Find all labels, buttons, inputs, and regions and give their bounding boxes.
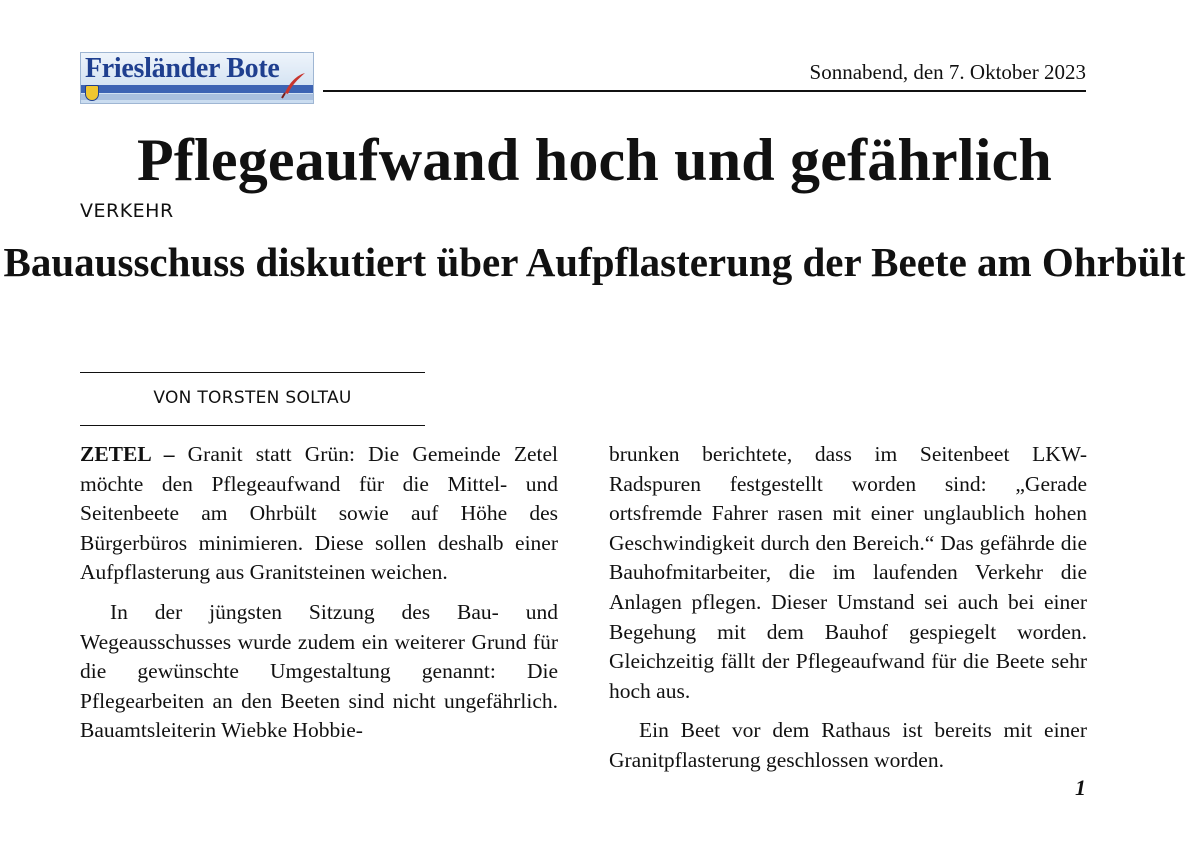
masthead (80, 52, 1086, 104)
dateline: ZETEL – (80, 442, 175, 466)
byline-rule-bottom (80, 425, 425, 426)
article-column-right (609, 440, 1087, 776)
article-subheadline (0, 236, 1189, 289)
subheadline-text: Bauausschuss diskutiert über Aufpflasterung der Beete am Ohrbült (3, 239, 1186, 285)
paragraph: Ein Beet vor dem Rathaus ist bereits mit einer Granitpflasterung geschlossen worden. (609, 718, 1087, 772)
issue-date: Sonnabend, den 7. Oktober 2023 (809, 60, 1086, 84)
byline-box (80, 372, 425, 426)
article-headline: Pflegeaufwand hoch und gefährlich (136, 127, 1052, 193)
paragraph: brunken berichtete, dass im Seitenbeet LKW-Radspuren festgestellt worden sind: „Gerade ortsfremde Fahrer rasen mit einer unglaublich hohen Geschwindigkeit durch den Bereich.“ Das gefährde die Bauhofmitarbeiter, die im laufenden Verkehr die Anlagen pflegen. Dieser Umstand sei auch bei einer Begehung mit dem Bauhof gespiegelt worden. Gleichzeitig fällt der Pflegeaufwand für die Beete sehr hoch aus. (609, 442, 1087, 703)
coat-of-arms-icon (85, 85, 99, 101)
article-column-left (80, 440, 558, 746)
byline-rule-top (80, 372, 425, 373)
section-kicker: VERKEHR (80, 200, 174, 222)
byline: VON TORSTEN SOLTAU (153, 388, 352, 408)
quill-icon (279, 71, 307, 99)
newspaper-logo (80, 52, 314, 104)
paragraph: In der jüngsten Sitzung des Bau- und Wegeausschusses wurde zudem ein weiterer Grund für die gewünschte Umgestaltung genannt: Die Pflegearbeiten an den Beeten sind nicht ungefährlich. Bauamtsleiterin Wiebke Hobbie- (80, 599, 558, 743)
logo-title: Friesländer Bote (85, 53, 280, 84)
masthead-rule (323, 90, 1086, 92)
page-number: 1 (1075, 775, 1086, 800)
paragraph (80, 440, 558, 588)
paragraph-text: Granit statt Grün: Die Gemeinde Zetel möchte den Pflegeaufwand für die Mittel- und Seitenbeete am Ohrbült sowie auf Höhe des Bürgerbüros minimieren. Diese sollen deshalb einer Aufpflasterung aus Granitsteinen weichen. (80, 442, 559, 585)
